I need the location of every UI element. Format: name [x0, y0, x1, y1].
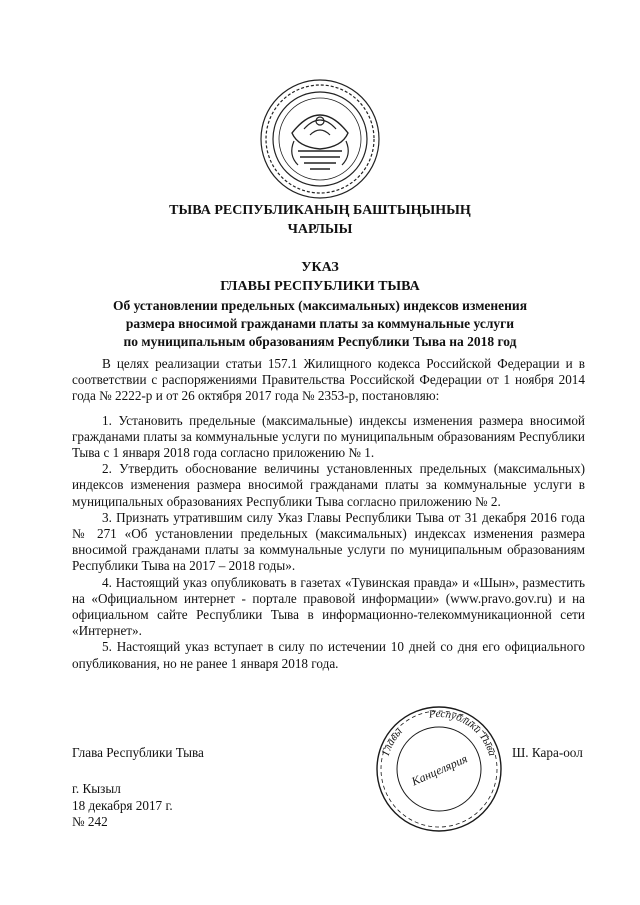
decree-body	[72, 356, 585, 672]
decree-subject	[0, 297, 640, 351]
preamble-paragraph: В целях реализации статьи 157.1 Жилищного кодекса Российской Федерации и в соответствии с распоряжениями Правительства Российской Федерации от 1 ноября 2014 года № 2222-р и от 26 октября 2017 года № 2353-р, постановляю:	[72, 356, 585, 404]
decree-heading	[0, 258, 640, 296]
official-stamp	[372, 702, 506, 836]
stamp-top-text: Главы	[379, 725, 405, 758]
issuer-ru: ГЛАВЫ РЕСПУБЛИКИ ТЫВА	[220, 279, 420, 294]
issuer-heading	[0, 201, 640, 239]
clause-2: 2. Утвердить обоснование величины установленных предельных (максимальных) индексов изменения размера вносимой гражданами платы за коммунальные услуги в муниципальных образованиях Республики Тыва согласно приложению № 2.	[72, 461, 585, 509]
subject-line-3: по муниципальным образованиям Республики Тыва на 2018 год	[123, 334, 517, 349]
clause-5: 5. Настоящий указ вступает в силу по истечении 10 дней со дня его официального опубликования, но не ранее 1 января 2018 года.	[72, 639, 585, 671]
clause-3: 3. Признать утратившим силу Указ Главы Республики Тыва от 31 декабря 2016 года № 271 «Об установлении предельных (максимальных) индексах изменения размера вносимой гражданами платы за коммунальные услуги по муниципальным образованиям Республики Тыва на 2017 – 2018 годы».	[72, 509, 585, 574]
subject-line-2: размера вносимой гражданами платы за коммунальные услуги	[125, 316, 515, 331]
issue-date: 18 декабря 2017 г.	[72, 797, 173, 813]
subject-line-1: Об установлении предельных (максимальных) индексов изменения	[112, 298, 528, 313]
issuer-line-2: ЧАРЛЫЫ	[287, 222, 353, 237]
svg-text:Республики Тыва	[427, 708, 498, 758]
stamp-inner-text: Канцелярия	[409, 751, 470, 789]
issue-place: г. Кызыл	[72, 781, 121, 796]
decree-number: № 242	[72, 814, 108, 829]
clause-1: 1. Установить предельные (максимальные) индексы изменения размера вносимой гражданами платы за коммунальные услуги по муниципальным образованиям Республики Тыва с 1 января 2018 года согласно приложению № 1.	[72, 412, 585, 461]
stamp-outer-text: Республики Тыва	[428, 707, 499, 758]
coat-of-arms-emblem	[258, 77, 382, 201]
issue-details	[72, 781, 173, 831]
signatory-position: Глава Республики Тыва	[72, 745, 204, 760]
doc-type: УКАЗ	[301, 260, 339, 275]
signatory-name: Ш. Кара-оол	[512, 745, 583, 760]
clause-4: 4. Настоящий указ опубликовать в газетах «Тувинская правда» и «Шын», разместить на «Официальном интернет - портале правовой информации» (www.pravo.gov.ru) и на официальном сайте Республики Тыва в информационно-телекоммуникационной сети «Интернет».	[72, 574, 585, 639]
issuer-line-1: ТЫВА РЕСПУБЛИКАНЫҢ БАШТЫҢЫНЫҢ	[169, 203, 471, 218]
